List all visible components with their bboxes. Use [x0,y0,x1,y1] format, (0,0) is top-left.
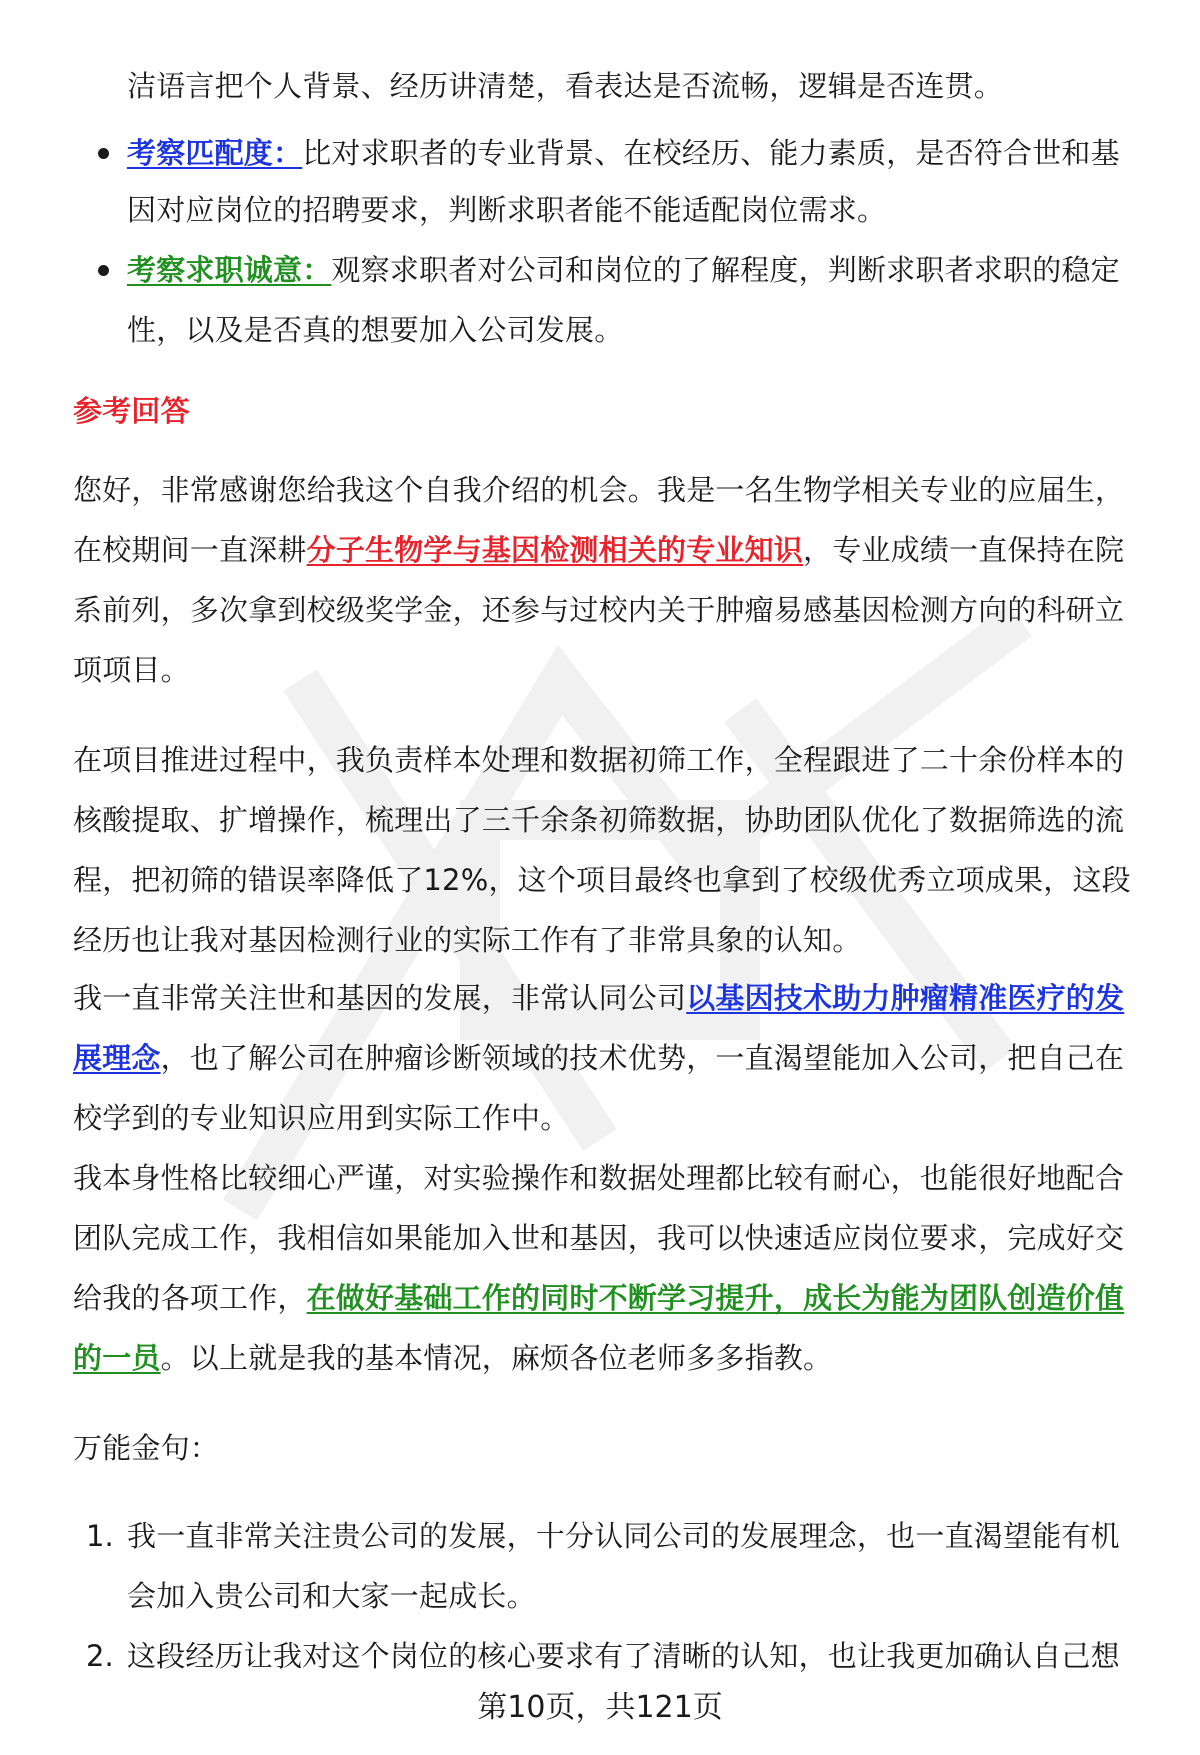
answer-text-span: 给我的各项工作， [73,1281,307,1315]
list-number: 2. [86,1639,114,1673]
highlight-expertise: 分子生物学与基因检测相关的专业知识 [306,533,804,567]
answer-text [73,1038,1124,1078]
answer-text: 系前列，多次拿到校级奖学金，还参与过校内关于肿瘤易感基因检测方向的科研立 [73,593,1125,627]
bullet-text-continued: 因对应岗位的招聘要求，判断求职者能不能适配岗位需求。 [127,193,887,227]
bullet-label-matching: 考察匹配度： [127,136,303,170]
answer-text: 项项目。 [73,653,190,687]
answer-text: 在项目推进过程中，我负责样本处理和数据初筛工作，全程跟进了二十余份样本的 [73,743,1125,777]
intro-tail-text: 洁语言把个人背景、经历讲清楚，看表达是否流畅，逻辑是否连贯。 [127,69,1004,103]
golden-sentences-heading: 万能金句： [73,1431,220,1465]
list-item-text: 会加入贵公司和大家一起成长。 [127,1579,536,1613]
answer-text: 团队完成工作，我相信如果能加入世和基因，我可以快速适应岗位要求，完成好交 [73,1221,1125,1255]
answer-text [73,978,1124,1018]
answer-text: 校学到的专业知识应用到实际工作中。 [73,1101,570,1135]
answer-text: 核酸提取、扩增操作，梳理出了三千余条初筛数据，协助团队优化了数据筛选的流 [73,803,1125,837]
bullet-dot [98,148,109,159]
answer-text-span: ，专业成绩一直保持在院 [803,533,1125,567]
watermark-graphic [180,560,1080,1260]
answer-text: 经历也让我对基因检测行业的实际工作有了非常具象的认知。 [73,923,862,957]
answer-text: 我本身性格比较细心严谨，对实验操作和数据处理都比较有耐心，也能很好地配合 [73,1161,1125,1195]
answer-text: 程，把初筛的错误率降低了12%，这个项目最终也拿到了校级优秀立项成果，这段 [73,863,1131,897]
highlight-growth-continued: 的一员 [73,1341,161,1375]
answer-text-span: 在校期间一直深耕 [73,533,307,567]
highlight-company-philosophy: 以基因技术助力肿瘤精准医疗的发 [686,981,1125,1015]
bullet-text: 观察求职者对公司和岗位的了解程度，判断求职者求职的稳定 [331,253,1120,287]
answer-text-span: ，也了解公司在肿瘤诊断领域的技术优势，一直渴望能加入公司，把自己在 [160,1041,1125,1075]
bullet-label-sincerity: 考察求职诚意： [127,253,332,287]
answer-text-span: 我一直非常关注世和基因的发展，非常认同公司 [73,981,687,1015]
answer-text-span: 。以上就是我的基本情况，麻烦各位老师多多指教。 [160,1341,833,1375]
list-number: 1. [86,1519,114,1553]
bullet-matching [127,133,1120,173]
bullet-dot [98,265,109,276]
answer-text [73,1278,1124,1318]
bullet-text-continued: 性，以及是否真的想要加入公司发展。 [127,313,624,347]
list-item-text: 我一直非常关注贵公司的发展，十分认同公司的发展理念，也一直渴望能有机 [127,1519,1120,1553]
reference-answer-heading: 参考回答 [73,394,190,428]
bullet-sincerity [127,250,1120,290]
bullet-text: 比对求职者的专业背景、在校经历、能力素质，是否符合世和基 [302,136,1120,170]
page-number-footer: 第10页，共121页 [477,1690,723,1725]
answer-text [73,1338,832,1378]
highlight-company-philosophy-continued: 展理念 [73,1041,161,1075]
list-item-text: 这段经历让我对这个岗位的核心要求有了清晰的认知，也让我更加确认自己想 [127,1639,1120,1673]
answer-text: 您好，非常感谢您给我这个自我介绍的机会。我是一名生物学相关专业的应届生， [73,473,1125,507]
answer-text [73,530,1124,570]
highlight-growth: 在做好基础工作的同时不断学习提升，成长为能为团队创造价值 [306,1281,1125,1315]
